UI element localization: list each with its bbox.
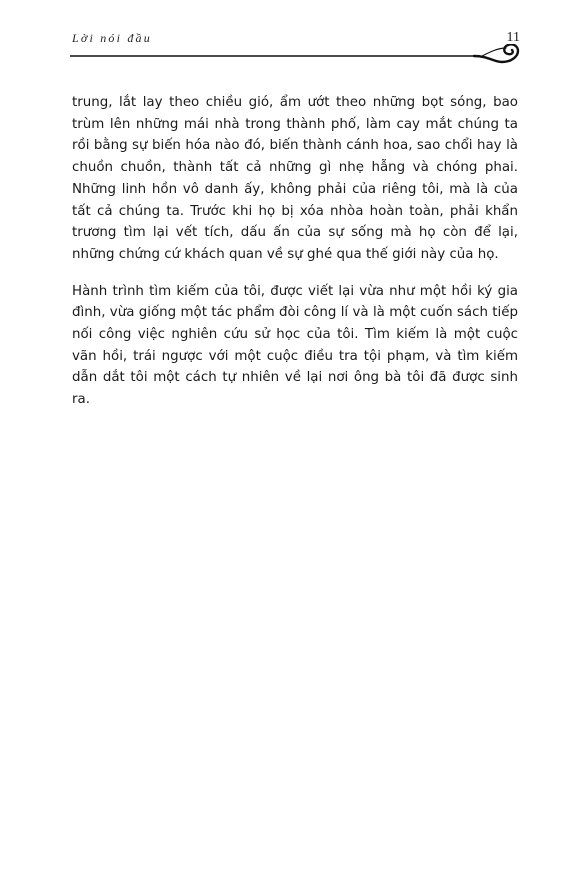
paragraph-1: trung, lắt lay theo chiều gió, ẩm ướt theo những bọt sóng, bao trùm lên những mái nhà trong thành phố, làm cay mắt chúng ta rồi bằng sự biến hóa nào đó, biến thành cánh hoa, sao chổi hay là chuồn chuồn, thành tất cả những gì nhẹ hẫng và chóng phai. Những linh hồn vô danh ấy, không phải của riêng tôi, mà là của tất cả chúng ta. Trước khi họ bị xóa nhòa hoàn toàn, phải khẩn trương tìm lại vết tích, dấu ấn của sự sống mà họ còn để lại, những chứng cứ khách quan về sự ghé qua thế giới này của họ. — [72, 95, 518, 262]
paragraph-2: Hành trình tìm kiếm của tôi, được viết lại vừa như một hồi ký gia đình, vừa giống một tác phẩm đòi công lí và là một cuốn sách tiếp nối công việc nghiên cứu sử học của tôi. Tìm kiếm là một cuộc vãn hồi, trái ngược với một cuộc điều tra tội phạm, và tìm kiếm dẫn dắt tôi một cách tự nhiên về lại nơi ông bà tôi đã được sinh ra. — [72, 283, 518, 408]
swirl-ornament — [474, 44, 518, 62]
page-number: 11 — [506, 30, 520, 45]
running-head-title: Lời nói đầu — [72, 31, 152, 45]
body-text — [72, 92, 518, 426]
header-rule-ornament — [70, 44, 530, 68]
